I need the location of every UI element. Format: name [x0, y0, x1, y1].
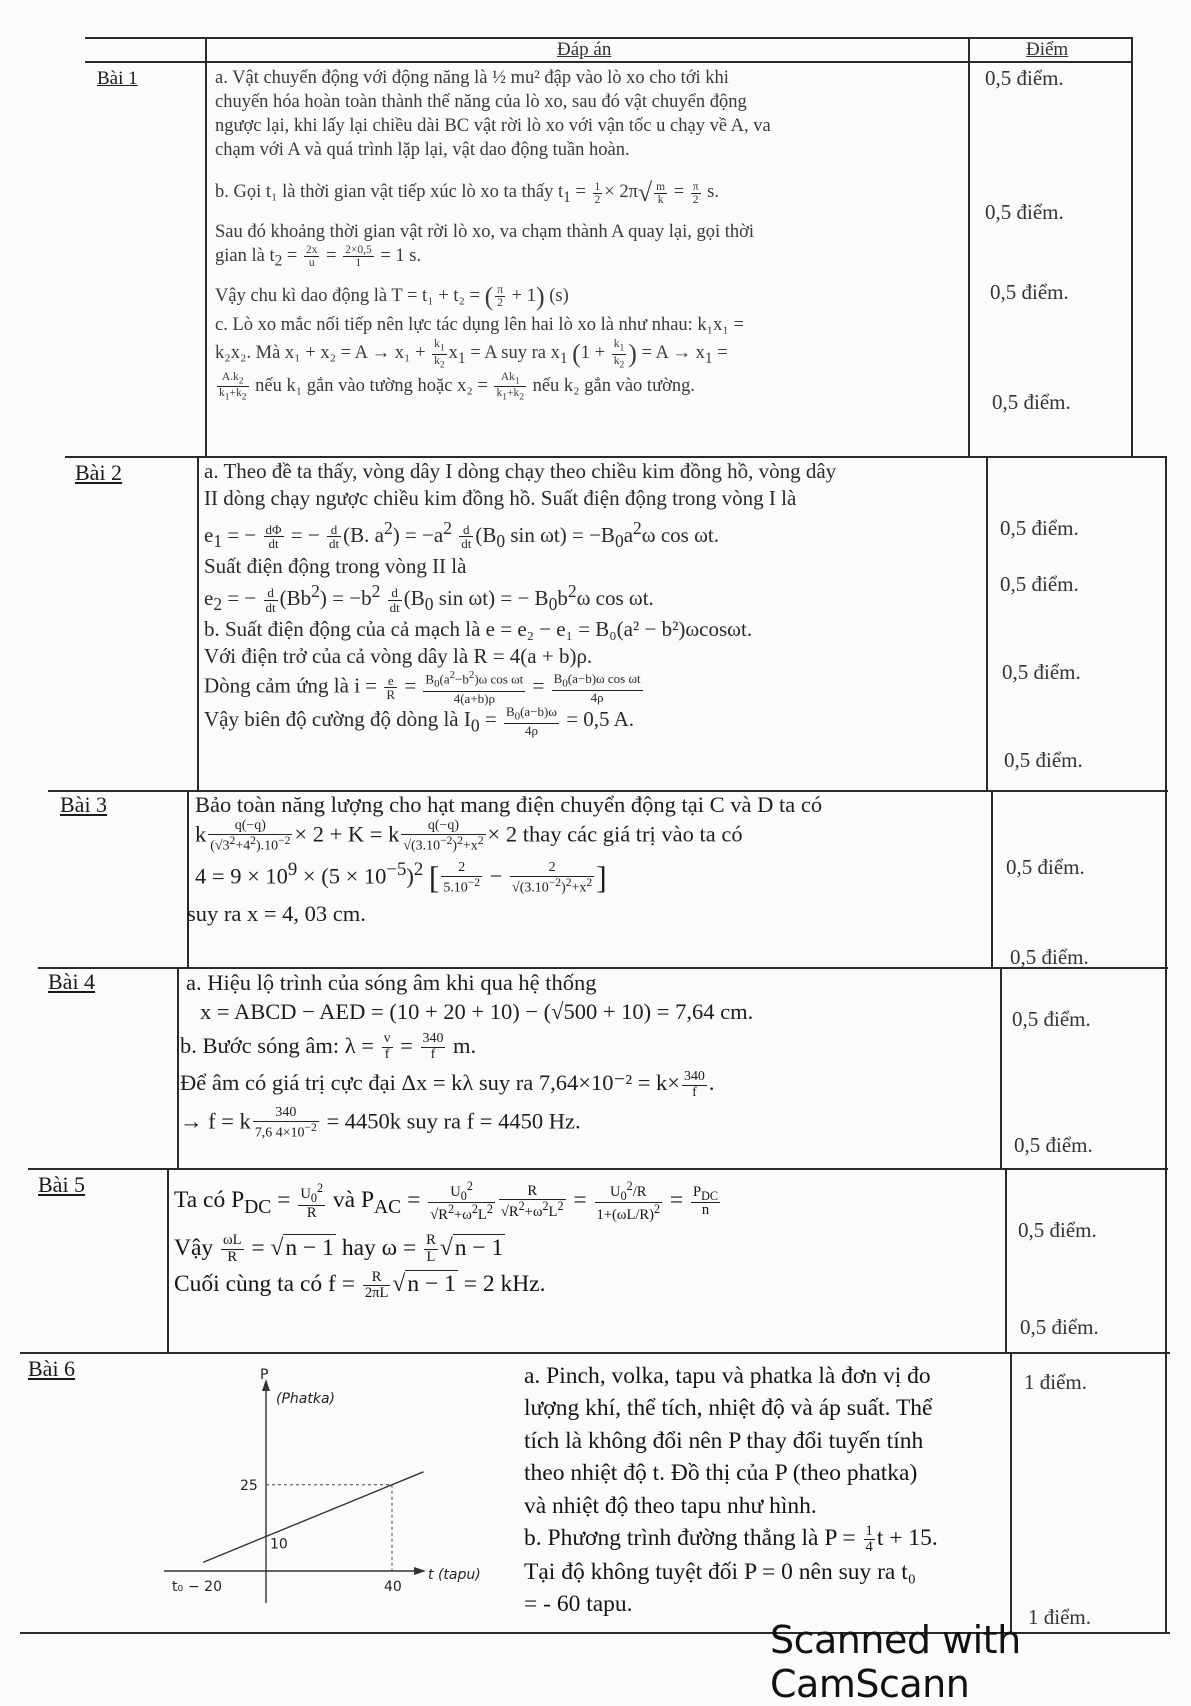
formula-line: $e_1$ = − $\frac{d\Phi}{dt}$ = − $\frac{d}{dt}$ (B. $a^2) = -a^2$ $\frac{d}{dt}$ ($B_0$ $\sin \omega t) = -B_0a^2\omega$ cos ωt.	[204, 517, 719, 552]
x-axis-label: t (tapu)	[428, 1567, 481, 1583]
answer-line: c. Lò xo mắc nối tiếp nên lực tác dụng lên hai lò xo là như nhau: k₁x₁ =	[215, 315, 744, 336]
table-right-border	[1131, 37, 1133, 456]
problem-4-answer	[180, 968, 995, 1141]
origin-label: t₀	[172, 1579, 184, 1595]
points-col-divider	[1010, 1352, 1012, 1632]
label-col-divider	[177, 967, 179, 1168]
answer-line: và nhiệt độ theo tapu như hình.	[524, 1492, 817, 1519]
answer-line: theo nhiệt độ t. Đồ thị của P (theo phatka)	[524, 1460, 918, 1487]
y-axis-unit: (Phatka)	[276, 1391, 335, 1407]
points-value: 0,5 điểm.	[1012, 1007, 1091, 1031]
table-right-border	[1165, 456, 1167, 1632]
pressure-temperature-graph	[160, 1365, 495, 1620]
points-col-divider	[968, 37, 970, 456]
answer-line: a. Vật chuyển động với động năng là ½ mu² đập vào lò xo cho tới khi	[215, 68, 729, 88]
y-axis-label: P	[260, 1367, 269, 1383]
label-col-divider	[197, 456, 199, 790]
problem-5-answer	[174, 1180, 1000, 1302]
points-value: 0,5 điểm.	[992, 390, 1071, 414]
points-value: 0,5 điểm.	[985, 200, 1064, 224]
problem-2-answer	[204, 458, 984, 738]
answer-line: chạm với A và quá trình lặp lại, vật dao động tuần hoàn.	[215, 140, 630, 161]
problem-label: Bài 3	[60, 792, 108, 817]
answer-line: x = ABCD − AED = (10 + 20 + 10) − (√500 + 10) = 7,64 cm.	[200, 999, 754, 1025]
problem-label: Bài 5	[38, 1172, 86, 1197]
answer-line: Sau đó khoảng thời gian vật rời lò xo, va chạm thành A quay lại, gọi thời	[215, 221, 755, 242]
formula-line: Ta có $P_{DC}$ = $\frac{U_0^2}{R}$ và $P_{AC}$ = $\frac{U_0^2}{√R^2+\omega^2L^2}$ $\frac{R}{√R^2+\omega^2L^2}$ = $\frac{U_0^2/R}{1+(\omega L/R)^2}$ = $P_{DC}$ n	[174, 1179, 718, 1224]
formula-line: $4 = 9 \times 10^9 \times (5 \times 10^{-5})^2$ [ $\frac{2}{5.10^{-2}}$ − $\frac{2}{√(3.10^{-2})^2+x^2}$ ]	[195, 859, 607, 896]
answer-line: Tại độ không tuyệt đối P = 0 nên suy ra t₀	[524, 1558, 916, 1585]
points-value: 0,5 điểm.	[1000, 516, 1079, 540]
row-divider-4	[28, 1168, 1168, 1170]
header-divider	[85, 61, 1131, 63]
points-col-divider	[986, 456, 988, 790]
formula-line: Cuối cùng ta có f = $\frac{R}{2\pi L}$ √n − 1 = 2 kHz.	[174, 1268, 546, 1302]
answer-line: a. Pinch, volka, tapu và phatka là đơn vị đo	[524, 1363, 931, 1389]
label-col-divider	[187, 790, 189, 967]
x-axis-arrow-icon	[414, 1567, 426, 1575]
formula-line: Vậy biên độ cường độ dòng là $I_0$ = $\frac{B_0(a-b)\omega}{4\rho}$ = 0,5 A.	[204, 704, 635, 739]
answer-line: Suất điện động trong vòng II là	[204, 553, 467, 578]
points-value: 0,5 điểm.	[1014, 1133, 1093, 1157]
scanner-watermark: Scanned with CamScann	[770, 1618, 1021, 1706]
formula-line: Vậy $\frac{\omega L}{R}$ = √n − 1 hay ω = $\frac{R}{L}$ √n − 1	[174, 1232, 504, 1265]
problem-6-answer	[524, 1360, 1004, 1620]
formula-line: Vậy chu kì dao động là T = t₁ + t₂ = ( $\frac{\pi}{2}$ + 1) (s)	[215, 281, 569, 311]
label-col-divider	[205, 37, 207, 456]
formula-line: k₂x₂. Mà x₁ + x₂ = A → x₁ + $\frac{k_1}{k_2}$ $x_1 = A$ suy ra $x_1$ (1 + $\frac{k_1}{k_2}$ ) = $A \to x_1$ =	[215, 338, 728, 370]
problem-label: Bài 4	[48, 969, 96, 994]
problem-label: Bài 2	[75, 460, 123, 485]
formula-line: b. Bước sóng âm: λ = $\frac{v}{f}$ = $\frac{340}{f}$ m.	[180, 1031, 477, 1062]
points-value: 0,5 điểm.	[990, 280, 1069, 304]
formula-line: b. Phương trình đường thẳng là P = $\frac{1}{4}$ t + 15.	[524, 1522, 938, 1556]
tick-label-x: 40	[384, 1579, 402, 1595]
answer-line: a. Theo đề ta thấy, vòng dây I dòng chạy theo chiều kim đồng hồ, vòng dây	[204, 459, 837, 483]
points-col-divider	[991, 790, 993, 967]
points-value: 0,5 điểm.	[985, 66, 1064, 90]
formula-line: $\frac{A.k_2}{k_1+k_2}$ nếu k₁ gắn vào tường hoặc x₂ = $\frac{Ak_1}{k_1+k_2}$ nếu k₂ gắn vào tường.	[219, 371, 696, 403]
answer-line: b. Suất điện động của cả mạch là e = e₂ − e₁ = B₀(a² − b²)ωcosωt.	[204, 616, 753, 641]
points-value: 0,5 điểm.	[1020, 1315, 1099, 1339]
formula-line: → f = k $\frac{340}{7,6 4\times 10^{-2}}$ = 4450k suy ra f = 4450 Hz.	[180, 1105, 581, 1141]
points-value: 0,5 điểm.	[1000, 572, 1079, 596]
points-col-divider	[1000, 967, 1002, 1168]
answer-line: Với điện trở của cả vòng dây là R = 4(a + b)ρ.	[204, 644, 593, 669]
answer-line: lượng khí, thể tích, nhiệt độ và áp suất. Thể	[524, 1395, 933, 1422]
problem-label: Bài 1	[97, 68, 138, 89]
formula-line: Dòng cảm ứng là i = $\frac{e}{R}$ = $\frac{B_0(a^2-b^2)\omega \cos \omega t}{4(a+b)\rho}$ = $\frac{B_0(a-b)\omega \cos \omega t}{4\rho}$	[204, 669, 641, 706]
points-value: 0,5 điểm.	[1004, 748, 1083, 772]
answer-line: = - 60 tapu.	[524, 1590, 633, 1617]
formula-line: b. Gọi t₁ là thời gian vật tiếp xúc lò xo ta thấy $t_1$ = $\frac{1}{2}$ × 2π√ $\frac{m}{k}$ = $\frac{\pi}{2}$ s.	[215, 178, 719, 208]
points-value: 0,5 điểm.	[1010, 945, 1089, 969]
points-value: 0,5 điểm.	[1002, 660, 1081, 684]
answer-line: chuyển hóa hoàn toàn thành thế năng của lò xo, sau đó vật chuyển động	[215, 92, 747, 113]
problem-3-answer	[187, 790, 985, 928]
points-value: 0,5 điểm.	[1018, 1218, 1097, 1242]
formula-line: $e_2$ = − $\frac{d}{dt}$ $(Bb^2) = -b^2$ $\frac{d}{dt}$ ($B_0$ sin ωt) = − $B_0b^2\omega$ cos ωt.	[204, 580, 654, 615]
tick-label-y: 10	[270, 1536, 288, 1553]
answer-line: Bảo toàn năng lượng cho hạt mang điện chuyển động tại C và D ta có	[195, 792, 823, 817]
answer-line: suy ra x = 4, 03 cm.	[187, 901, 366, 927]
row-divider-5	[20, 1352, 1170, 1354]
formula-line: Để âm có giá trị cực đại Δx = kλ suy ra 7,64×10⁻² = k× $\frac{340}{f}$ .	[180, 1069, 715, 1100]
answer-line: II dòng chạy ngược chiều kim đồng hồ. Suất điện động trong vòng I là	[204, 486, 797, 511]
formula-line: gian là $t_2$ = $\frac{2x}{u}$ = $\frac{2\times 0,5}{1}$ = 1 s.	[215, 244, 422, 270]
problem-1-answer	[215, 66, 965, 403]
answer-column-header: Đáp án	[557, 39, 612, 60]
formula-line: k $\frac{q(-q)}{(√3^2+4^2).10^{-2}}$ × 2 + K = k $\frac{q(-q)}{√(3.10^{-2})^2+x^2}$ × 2 thay các giá trị vào ta có	[195, 818, 743, 854]
label-col-divider	[167, 1168, 169, 1352]
problem-label: Bài 6	[28, 1356, 76, 1381]
points-column-header: Điểm	[1026, 39, 1069, 60]
points-value: 1 điểm.	[1024, 1370, 1087, 1394]
tick-label-x: − 20	[188, 1579, 222, 1595]
points-col-divider	[1005, 1168, 1007, 1352]
answer-line: ngược lại, khi lấy lại chiều dài BC vật rời lò xo với vận tốc u chạy về A, va	[215, 116, 771, 137]
answer-line: a. Hiệu lộ trình của sóng âm khi qua hệ thống	[186, 970, 597, 995]
points-value: 1 điểm.	[1028, 1605, 1091, 1629]
series-line	[203, 1472, 424, 1563]
tick-label-y: 25	[240, 1477, 258, 1494]
points-value: 0,5 điểm.	[1006, 855, 1085, 879]
answer-line: tích là không đổi nên P thay đổi tuyến tính	[524, 1427, 924, 1454]
